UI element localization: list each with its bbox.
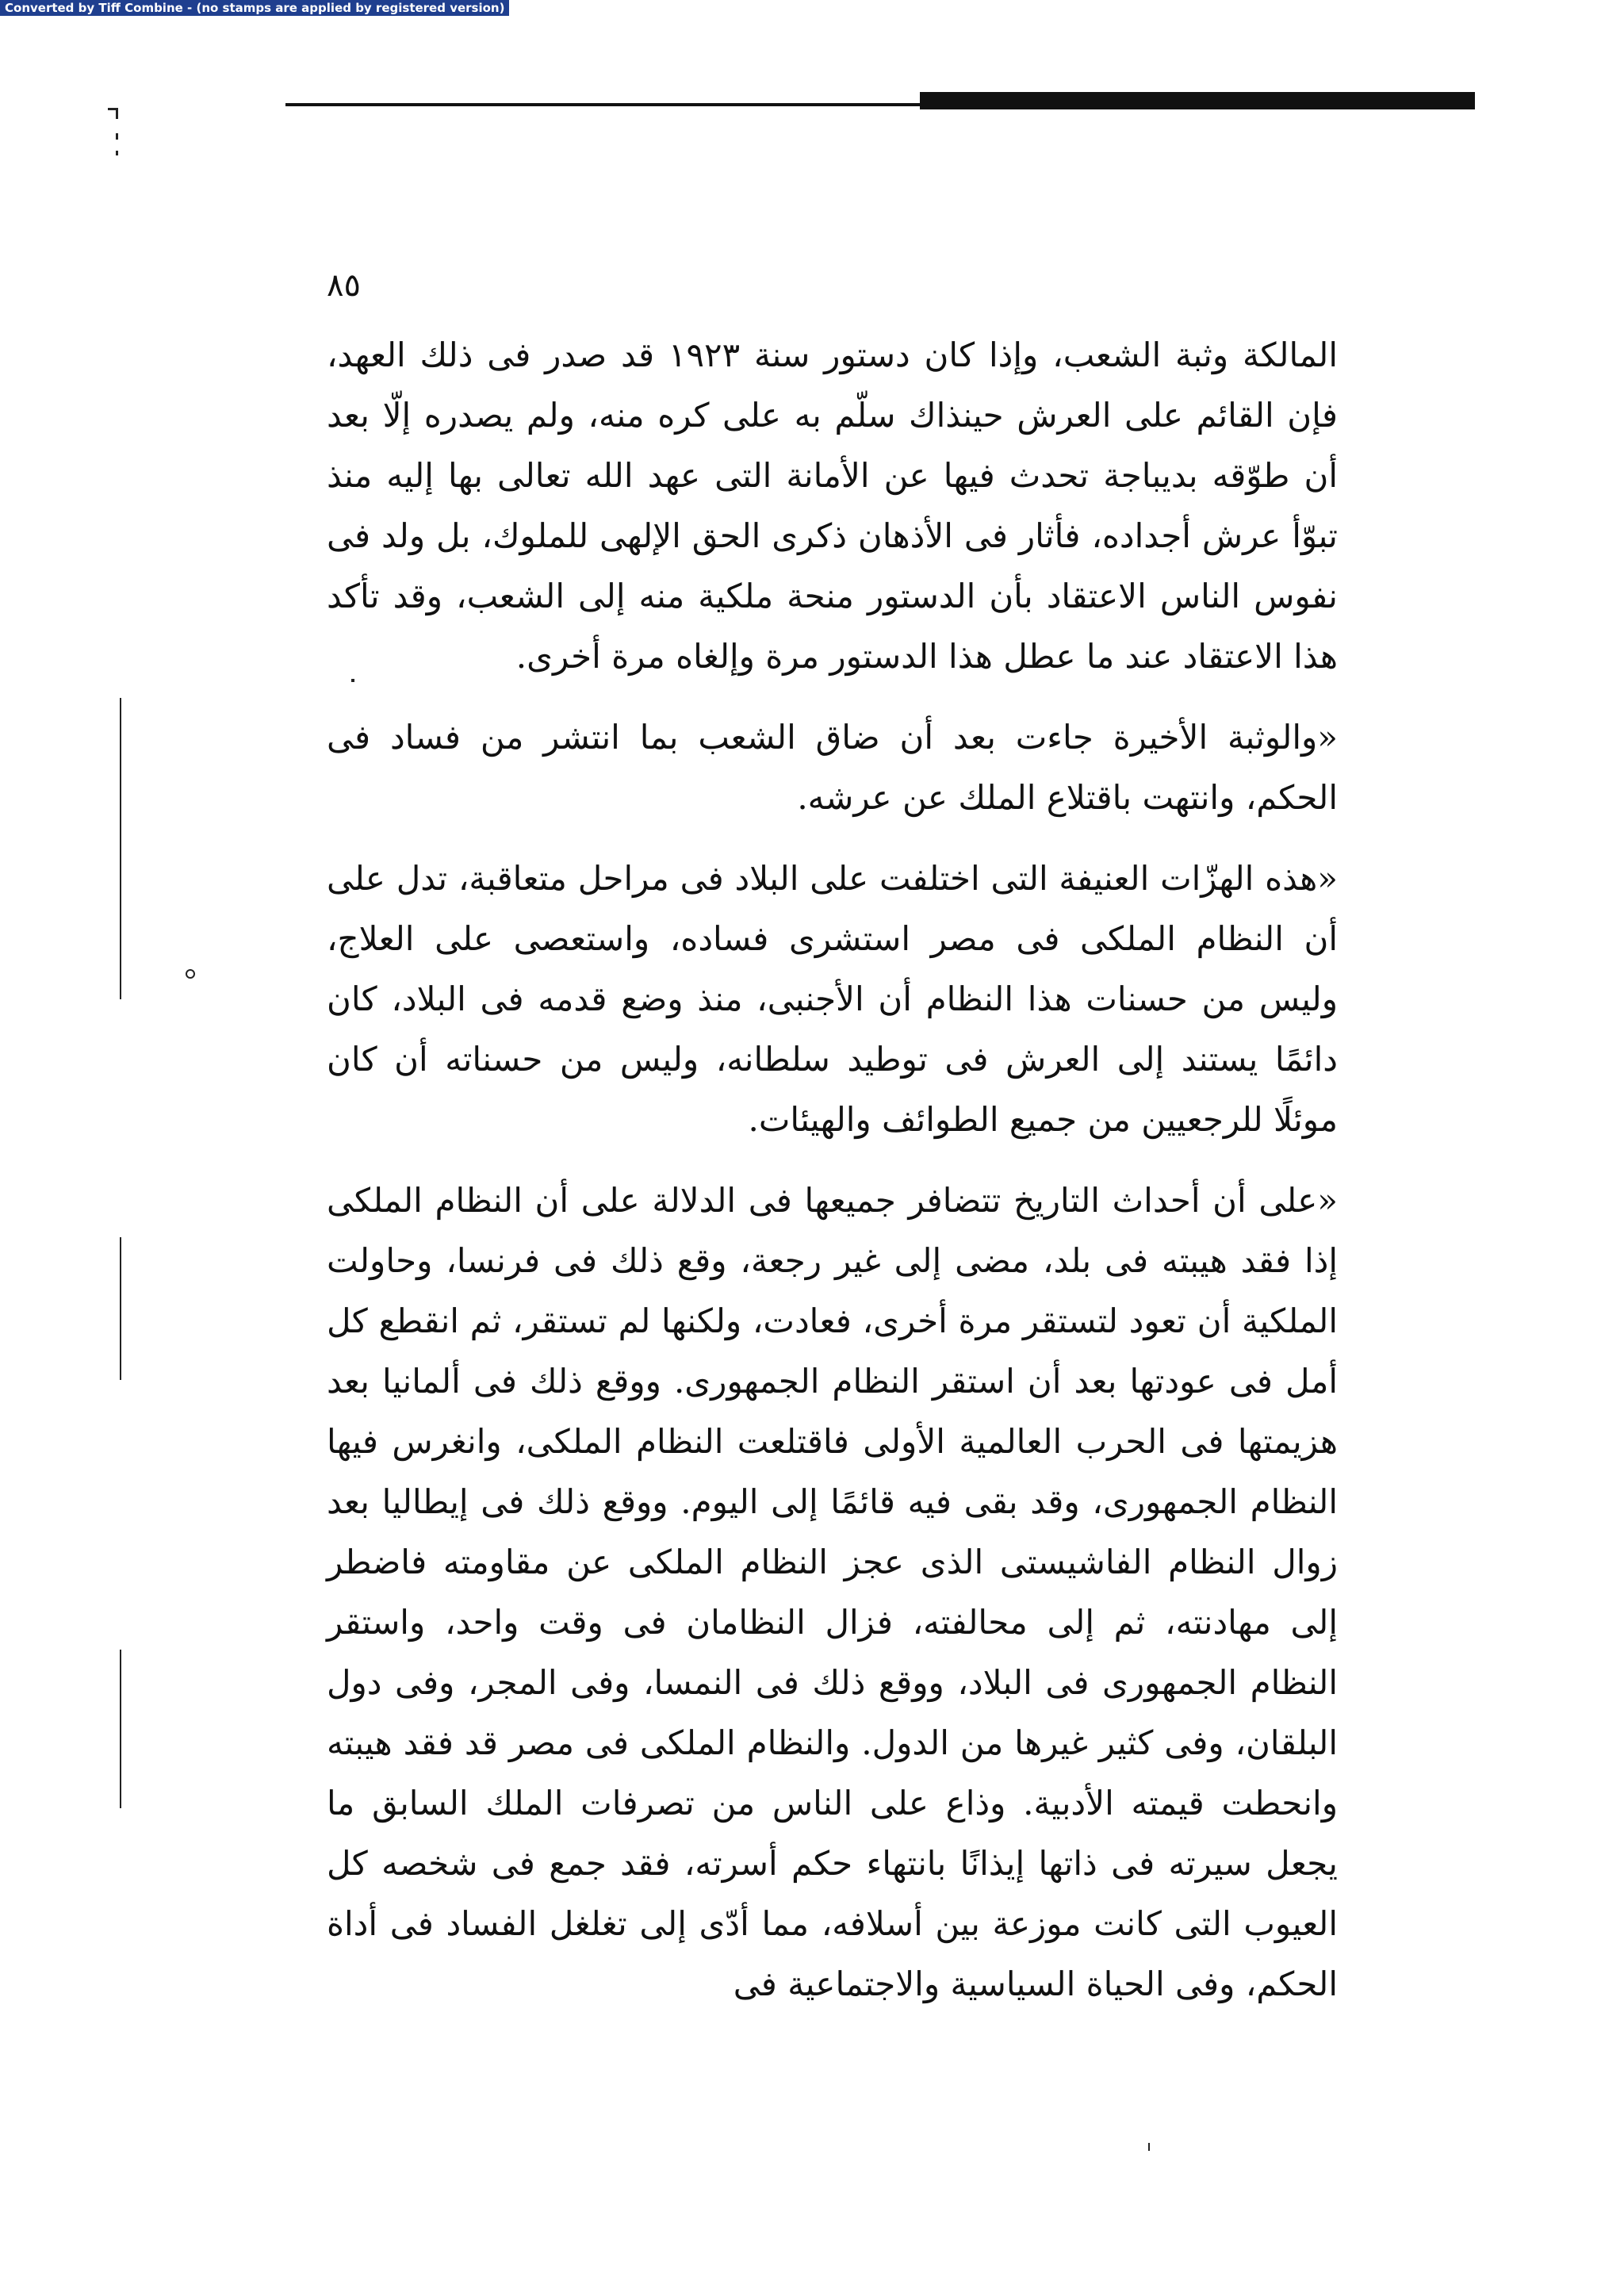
paragraph: «على أن أحداث التاريخ تتضافر جميعها فى الدلالة على أن النظام الملكى إذا فقد هيبته فى بلد، مضى إلى غير رجعة، وقع ذلك فى فرنسا، وحاولت الملكية أن تعود لتستقر مرة أخرى، فعادت، ولكنها لم تستقر، ثم انقطع كل أمل فى عودتها بعد أن استقر النظام الجمهورى. ووقع ذلك فى ألمانيا بعد هزيمتها فى الحرب العالمية الأولى فاقتلعت النظام الملكى، وانغرس فيها النظام الجمهورى، وقد بقى فيه قائمًا إلى اليوم. ووقع ذلك فى إيطاليا بعد زوال النظام الفاشيستى الذى عجز النظام الملكى عن مقاومته فاضطر إلى مهادنته، ثم إلى محالفته، فزال النظامان فى وقت واحد، واستقر النظام الجمهورى فى البلاد، ووقع ذلك فى النمسا، وفى المجر، وفى دول البلقان، وفى كثير غيرها من الدول. والنظام الملكى فى مصر قد فقد هيبته وانحطت قيمته الأدبية. وذاع على الناس من تصرفات الملك السابق ما يجعل سيرته فى ذاتها إيذانًا بانتهاء حكم أسرته، فقد جمع فى شخصه كل العيوب التى كانت موزعة بين أسلافه، مما أدّى إلى تغلغل الفساد فى أداة الحكم، وفى الحياة السياسية والاجتماعية فى [327,1181,1338,2003]
header-rule [285,92,1475,109]
margin-line [120,1650,121,1808]
header-rule-thick [920,92,1475,109]
body-text [327,325,1338,2035]
stray-dot [1148,2143,1150,2151]
paragraph: «والوثبة الأخيرة جاءت بعد أن ضاق الشعب بما انتشر من فساد فى الحكم، وانتهت باقتلاع الملك عن عرشه. [327,718,1338,817]
margin-mark-top-tick [116,108,118,119]
margin-line [120,698,121,999]
margin-dot [116,133,118,140]
page-number: ٨٥ [327,267,361,304]
margin-line [120,1237,121,1380]
paragraph: «هذه الهزّات العنيفة التى اختلفت على البلاد فى مراحل متعاقبة، تدل على أن النظام الملكى فى مصر استشرى فساده، واستعصى على العلاج، وليس من حسنات هذا النظام أن الأجنبى، منذ وضع قدمه فى البلاد، كان دائمًا يستند إلى العرش فى توطيد سلطانه، وليس من حسناته أن كان موئلًا للرجعيين من جميع الطوائف والهيئات. [327,859,1338,1139]
paragraph: المالكة وثبة الشعب، وإذا كان دستور سنة ١٩٢٣ قد صدر فى ذلك العهد، فإن القائم على العرش حينذاك سلّم به على كره منه، ولم يصدره إلّا بعد أن طوّقه بديباجة تحدث فيها عن الأمانة التى عهد الله تعالى بها إليه منذ تبوّأ عرش أجداده، فأثار فى الأذهان ذكرى الحق الإلهى للملوك، بل ولد فى نفوس الناس الاعتقاد بأن الدستور منحة ملكية منه إلى الشعب، وقد تأكد هذا الاعتقاد عند ما عطل هذا الدستور مرة وإلغاه مرة أخرى. [327,335,1338,676]
margin-circle [186,969,195,979]
converter-banner: Converted by Tiff Combine - (no stamps are applied by registered version) [0,0,509,16]
header-rule-thin [285,103,936,106]
margin-dot [116,151,118,155]
